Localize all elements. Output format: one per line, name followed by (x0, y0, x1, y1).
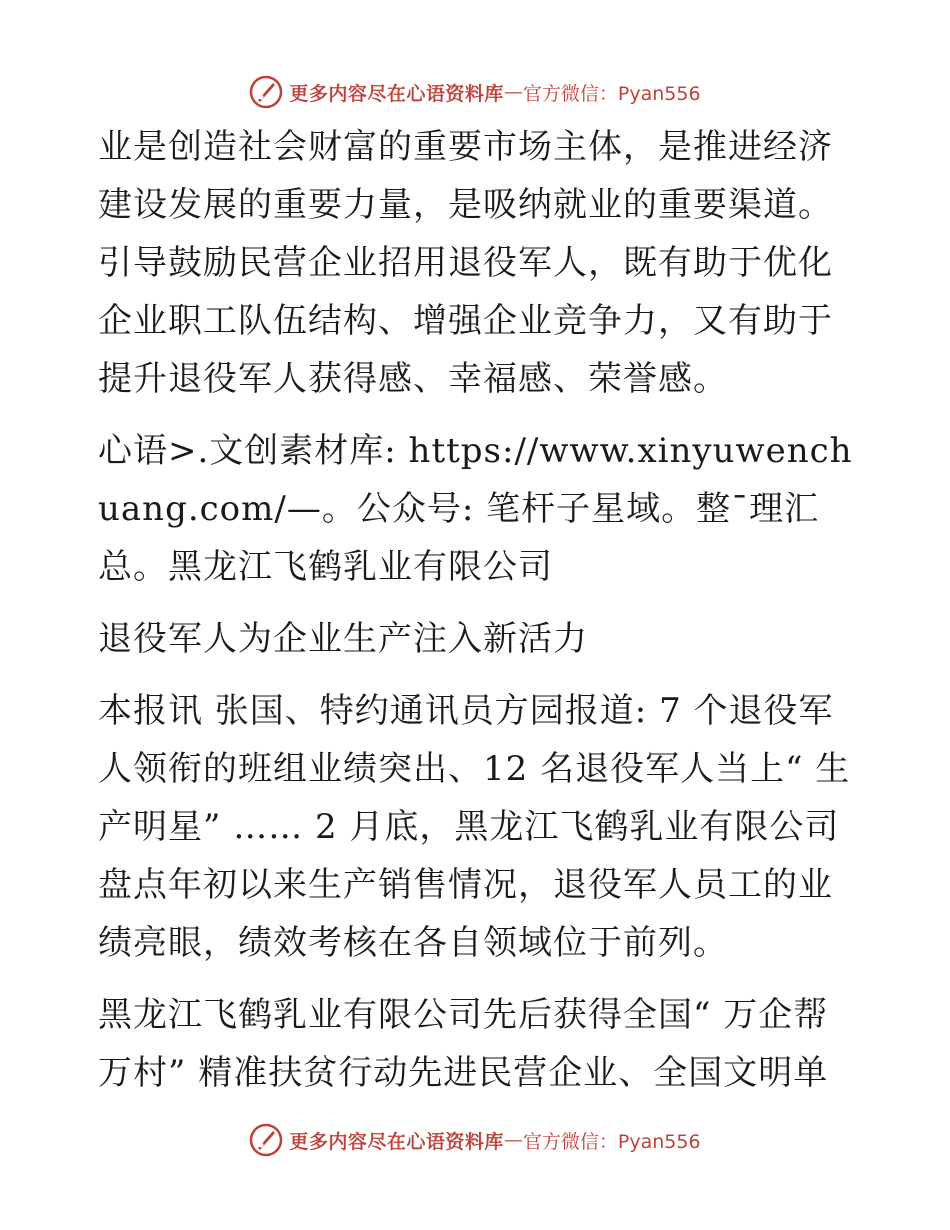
banner-separator: — (503, 1129, 523, 1151)
paragraph-2: 心语>.文创素材库: https://www.xinyuwenchuang.com/—。公众号: 笔杆子星域。整¯理汇总。黑龙江飞鹤乳业有限公司 (98, 431, 853, 587)
paragraph-4: 本报讯 张国、特约通讯员方园报道: 7 个退役军人领衔的班组业绩突出、12 名退役军人当上“ 生产明星” …… 2 月底，黑龙江飞鹤乳业有限公司盘点年初以来生产销售情况，退役军人员工的业绩亮眼，绩效考核在各自领域位于前列。 (98, 691, 851, 963)
banner-separator: — (503, 81, 523, 103)
document-body (98, 118, 858, 1102)
footer-watermark-banner (0, 1120, 950, 1160)
banner-wechat-text: 官方微信：Pyan556 (522, 82, 701, 105)
banner-brand-text: 更多内容尽在心语资料库 (289, 82, 504, 105)
paragraph-5: 黑龙江飞鹤乳业有限公司先后获得全国“ 万企帮万村” 精准扶贫行动先进民营企业、全国文明单 (98, 995, 829, 1093)
paragraph-1: 业是创造社会财富的重要市场主体，是推进经济建设发展的重要力量，是吸纳就业的重要渠道。引导鼓励民营企业招用退役军人，既有助于优化企业职工队伍结构、增强企业竞争力，又有助于提升退役军人获得感、幸福感、荣誉感。 (98, 127, 833, 399)
feather-pen-logo-icon (249, 75, 283, 109)
feather-pen-logo-icon (249, 1123, 283, 1157)
banner-brand-text: 更多内容尽在心语资料库 (289, 1130, 504, 1153)
banner-wechat-text: 官方微信：Pyan556 (522, 1130, 701, 1153)
header-watermark-banner (0, 72, 950, 112)
paragraph-3-heading: 退役军人为企业生产注入新活力 (98, 619, 588, 659)
